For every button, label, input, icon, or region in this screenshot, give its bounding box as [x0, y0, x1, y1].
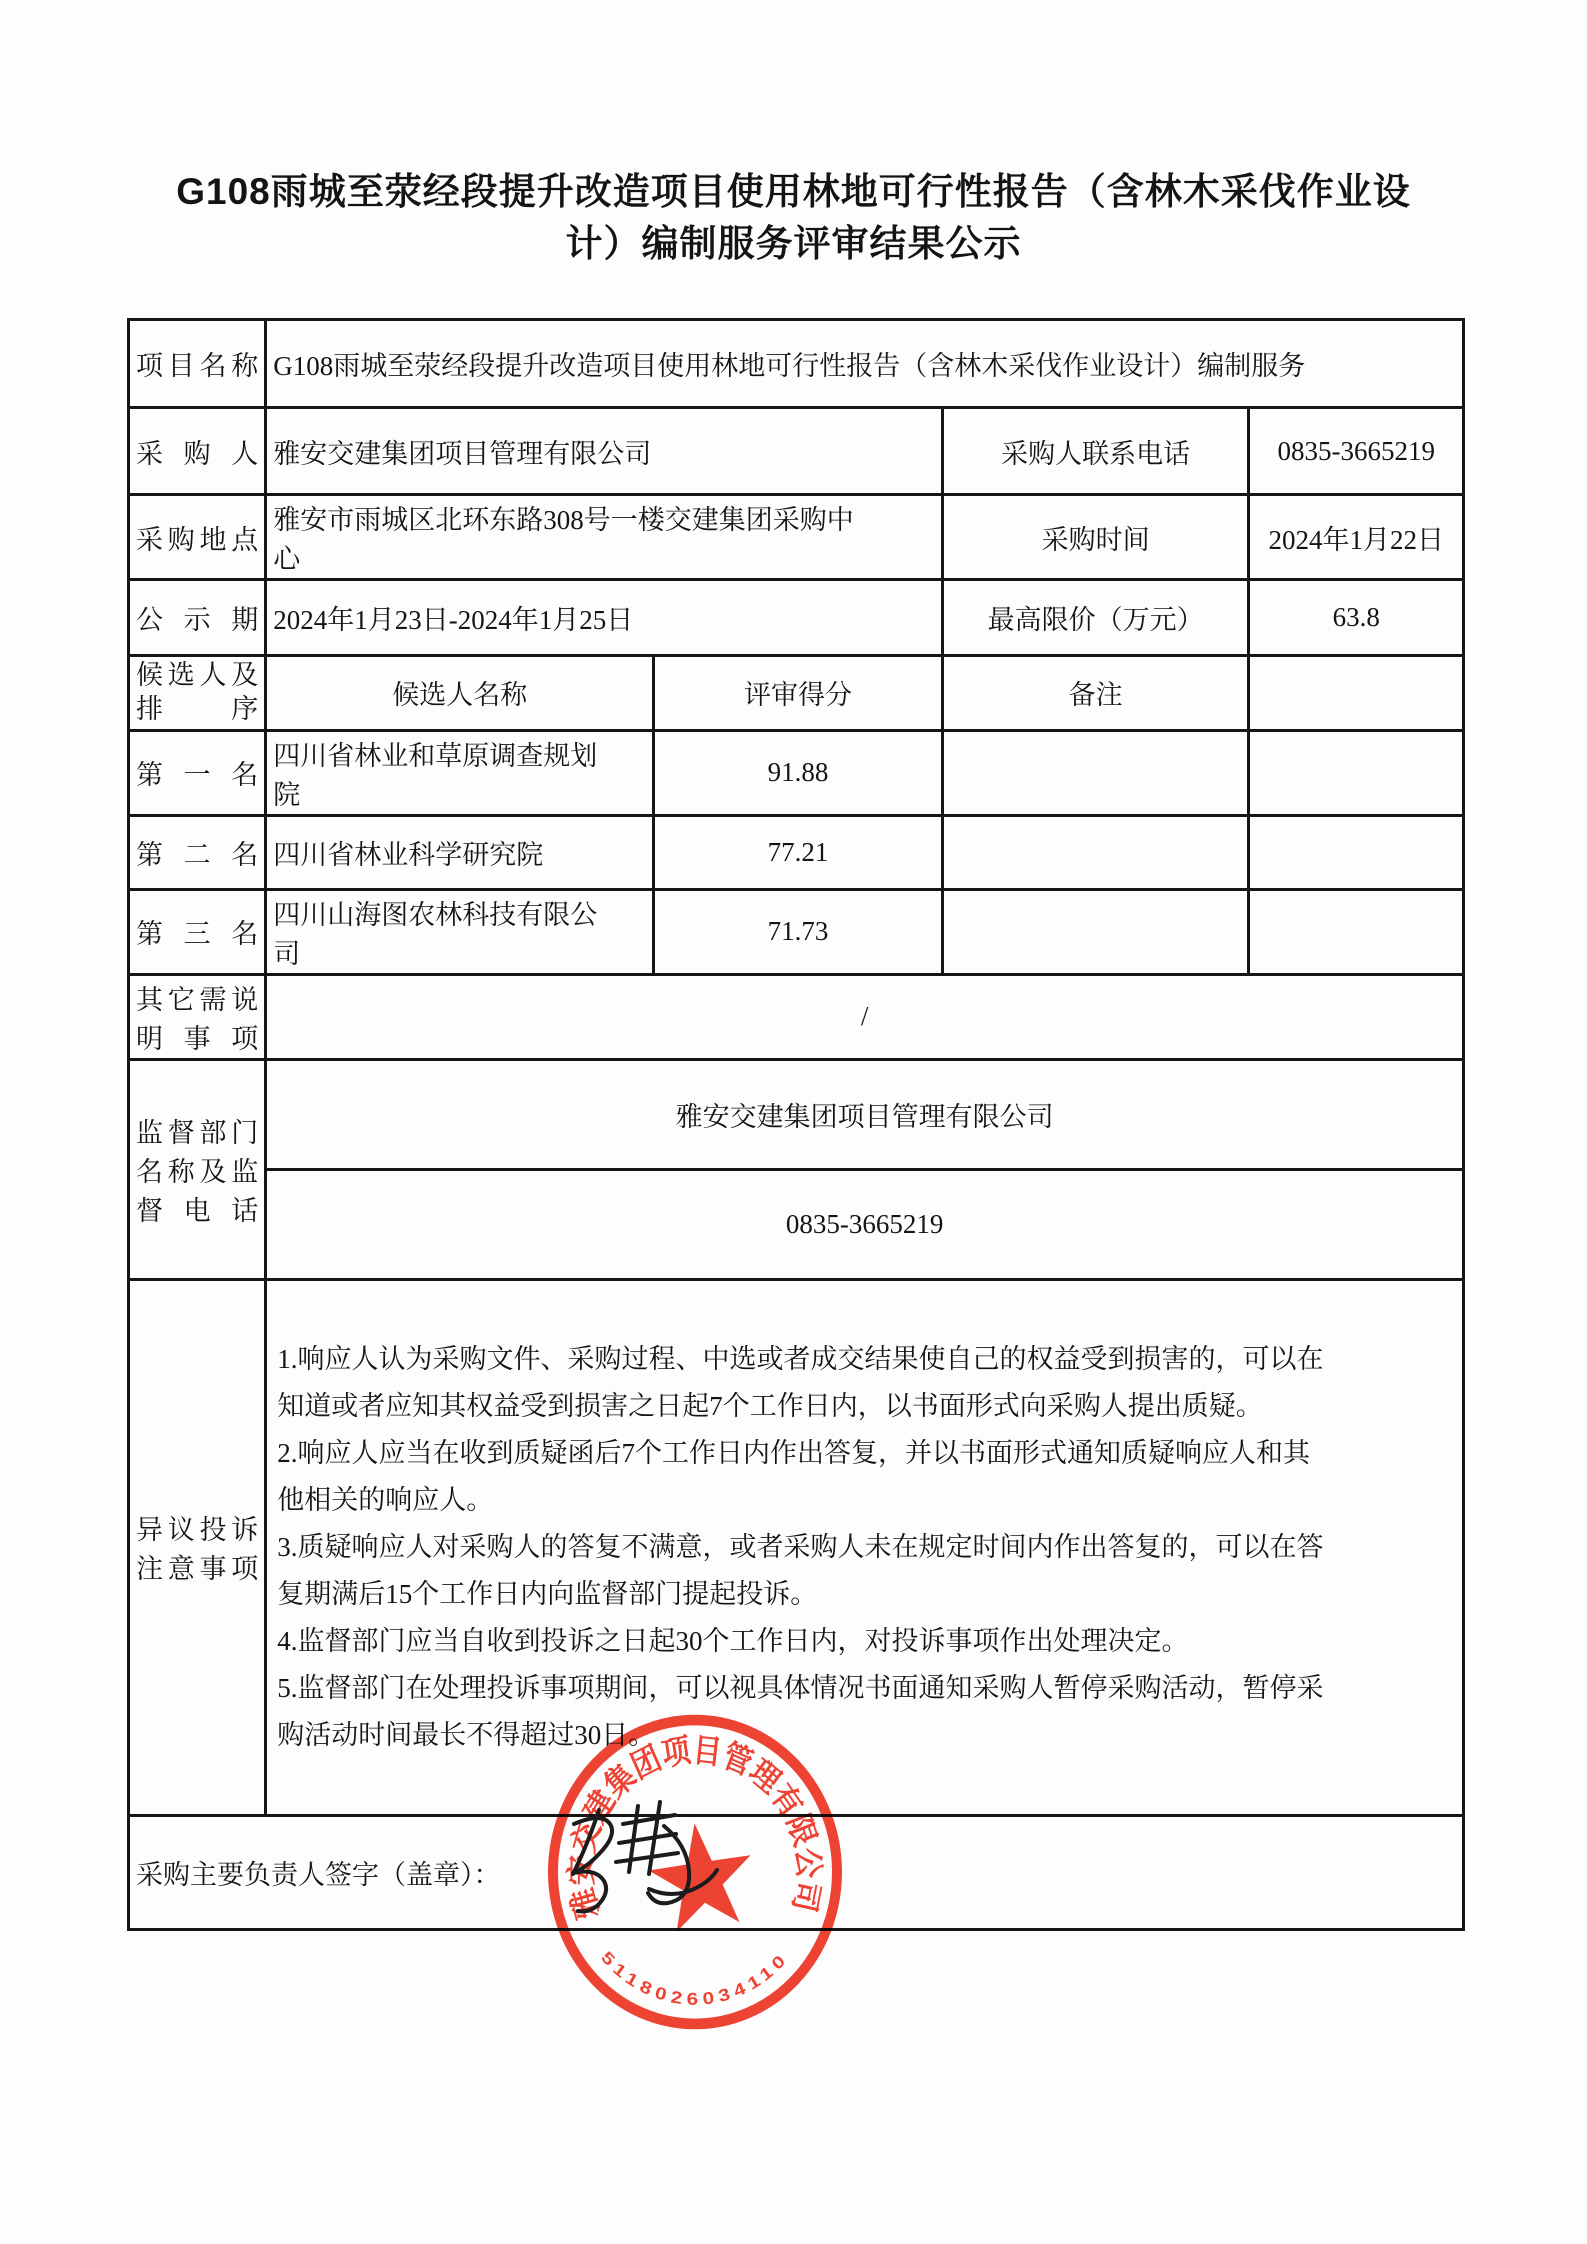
table-row-candidate-2 — [129, 815, 1464, 889]
page-title — [0, 166, 1587, 270]
row-supervisor-phone — [129, 1169, 1464, 1279]
signature-line-label: 采购主要负责人签字（盖章）： — [129, 1815, 1464, 1929]
candidate-remark — [942, 815, 1249, 889]
publicity-label: 公示期 — [129, 580, 266, 656]
complaint-label: 异议投诉注意事项 — [129, 1279, 266, 1815]
complaint-item: 3.质疑响应人对采购人的答复不满意，或者采购人未在规定时间内作出答复的，可以在答复期满后15个工作日内向监督部门提起投诉。 — [277, 1531, 1324, 1609]
candidate-rank: 第三名 — [129, 889, 266, 974]
buyer-label: 采购人 — [129, 408, 266, 495]
candidate-rank: 第一名 — [129, 730, 266, 815]
supervisor-phone: 0835-3665219 — [266, 1169, 1464, 1279]
complaint-item: 2.响应人应当在收到质疑函后7个工作日内作出答复，并以书面形式通知质疑响应人和其他相关的响应人。 — [277, 1437, 1311, 1515]
candidates-header-label: 候选人及排序 — [129, 656, 266, 731]
max-price-label: 最高限价（万元） — [942, 580, 1249, 656]
row-location — [129, 495, 1464, 580]
buyer-phone-label: 采购人联系电话 — [942, 408, 1249, 495]
candidate-name: 四川省林业科学研究院 — [266, 815, 654, 889]
candidate-score: 71.73 — [654, 889, 943, 974]
candidate-remark — [942, 730, 1249, 815]
seal-company-text: 雅安交建集团项目管理有限公司 — [563, 1730, 827, 1924]
candidate-rank: 第二名 — [129, 815, 266, 889]
purchase-time-label: 采购时间 — [942, 495, 1249, 580]
candidate-name-header: 候选人名称 — [266, 656, 654, 731]
page-title-line1: G108雨城至荥经段提升改造项目使用林地可行性报告（含林木采伐作业设 — [176, 171, 1411, 212]
project-value: G108雨城至荥经段提升改造项目使用林地可行性报告（含林木采伐作业设计）编制服务 — [266, 320, 1464, 408]
supervisor-name: 雅安交建集团项目管理有限公司 — [266, 1059, 1464, 1169]
buyer-value: 雅安交建集团项目管理有限公司 — [266, 408, 943, 495]
row-project — [129, 320, 1464, 408]
candidate-empty-cell — [1249, 889, 1464, 974]
location-label: 采购地点 — [129, 495, 266, 580]
candidate-name: 四川山海图农林科技有限公司 — [266, 889, 654, 974]
candidate-score-header: 评审得分 — [654, 656, 943, 731]
complaint-item: 4.监督部门应当自收到投诉之日起30个工作日内，对投诉事项作出处理决定。 — [277, 1625, 1189, 1656]
seal-serial-number: 5118026034110 — [597, 1947, 790, 2009]
candidate-remark-header: 备注 — [942, 656, 1249, 731]
page-title-line2: 计）编制服务评审结果公示 — [565, 223, 1022, 264]
row-other-notes — [129, 974, 1464, 1059]
complaint-item: 1.响应人认为采购文件、采购过程、中选或者成交结果使自己的权益受到损害的，可以在知道或者应知其权益受到损害之日起7个工作日内，以书面形式向采购人提出质疑。 — [277, 1343, 1324, 1421]
candidates-header-empty-cell — [1249, 656, 1464, 731]
handwritten-signature — [545, 1775, 765, 1940]
buyer-phone-value: 0835-3665219 — [1249, 408, 1464, 495]
supervisor-label: 监督部门名称及监督电话 — [129, 1059, 266, 1279]
table-row-candidate-3 — [129, 889, 1464, 974]
candidate-empty-cell — [1249, 815, 1464, 889]
purchase-time-value: 2024年1月22日 — [1249, 495, 1464, 580]
publicity-value: 2024年1月23日-2024年1月25日 — [266, 580, 943, 656]
row-supervisor-name — [129, 1059, 1464, 1169]
candidate-empty-cell — [1249, 730, 1464, 815]
table-row-candidate-1 — [129, 730, 1464, 815]
project-label: 项目名称 — [129, 320, 266, 408]
complaint-item: 5.监督部门在处理投诉事项期间，可以视具体情况书面通知采购人暂停采购活动，暂停采购活动时间最长不得超过30日。 — [277, 1672, 1324, 1750]
other-notes-label: 其它需说明事项 — [129, 974, 266, 1059]
location-value: 雅安市雨城区北环东路308号一楼交建集团采购中心 — [266, 495, 943, 580]
candidate-remark — [942, 889, 1249, 974]
row-buyer — [129, 408, 1464, 495]
candidate-score: 91.88 — [654, 730, 943, 815]
max-price-value: 63.8 — [1249, 580, 1464, 656]
candidate-name: 四川省林业和草原调查规划院 — [266, 730, 654, 815]
row-publicity — [129, 580, 1464, 656]
row-candidates-header — [129, 656, 1464, 731]
candidate-score: 77.21 — [654, 815, 943, 889]
other-notes-value: / — [266, 974, 1464, 1059]
